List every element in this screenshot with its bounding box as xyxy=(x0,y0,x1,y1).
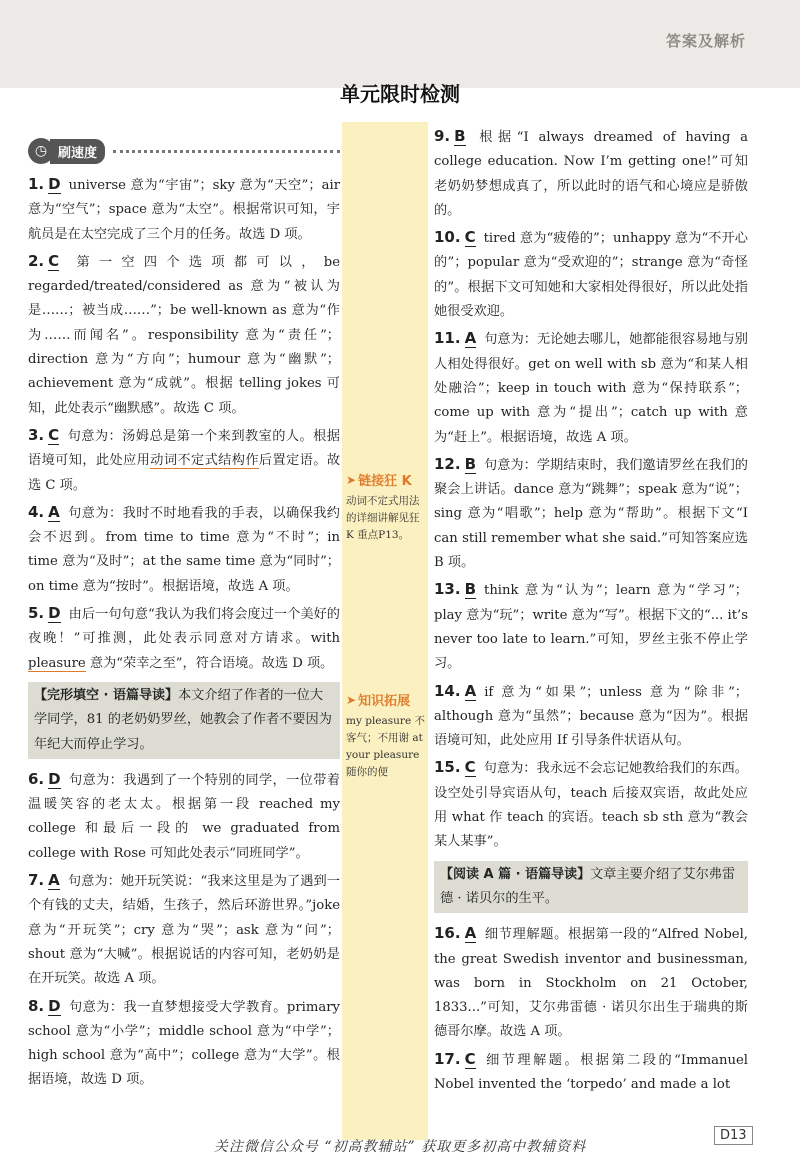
item-number: 4. xyxy=(28,502,45,521)
item-answer: A xyxy=(48,871,60,890)
side-note-body: my pleasure 不客气；不用谢 at your pleasure 随你的便 xyxy=(346,715,426,778)
answer-item-10 xyxy=(434,225,748,324)
item-text: 句意为：我一直梦想接受大学教育。primary school 意为“小学”；middle school 意为“中学”；high school 意为“高中”；college 意为“大学”。根据语境，故选 D 项。 xyxy=(28,999,340,1088)
item-answer: C xyxy=(48,251,60,270)
side-note-title: 知识拓展 xyxy=(358,694,411,709)
right-column xyxy=(434,124,748,1099)
side-note-extension xyxy=(346,690,426,781)
item-text: 细节理解题。根据第二段的“Immanuel Nobel invented the ‘torpedo’ and made a lot xyxy=(434,1052,748,1092)
item-number: 8. xyxy=(28,996,45,1015)
item-answer: D xyxy=(48,769,61,788)
answer-item-15 xyxy=(434,755,748,854)
answer-item-12 xyxy=(434,452,748,575)
arrow-icon: ➤ xyxy=(346,472,357,487)
item-answer: B xyxy=(454,127,466,145)
item-number: 12. xyxy=(434,454,461,473)
highlighted-text: 动词不定式结构作 xyxy=(150,453,259,469)
item-text: 细节理解题。根据第一段的“Alfred Nobel, the great Swedish inventor and businessman, was born in Stockholm on 21 October, 1833...”可知，艾尔弗雷德 · 诺贝尔出生于瑞典的斯德哥尔摩。故选 A 项。 xyxy=(434,927,748,1040)
guide-tag: 【阅读 A 篇 · 语篇导读】 xyxy=(440,866,591,882)
answer-item-16 xyxy=(434,921,748,1044)
item-answer: A xyxy=(464,329,477,348)
answer-item-13 xyxy=(434,577,748,676)
item-number: 7. xyxy=(28,871,45,890)
item-text: think 意为“认为”；learn 意为“学习”；play 意为“玩”；write 意为“写”。根据下文的“... it’s never too late to learn.”可知，罗丝主张不停止学习。 xyxy=(434,583,748,672)
item-number: 3. xyxy=(28,425,45,444)
side-note-link xyxy=(346,470,426,544)
section-label: 答案及解析 xyxy=(665,32,746,50)
side-note-title: 链接狂 K xyxy=(358,474,412,489)
item-number: 5. xyxy=(28,604,45,623)
item-answer: C xyxy=(48,425,60,444)
guide-text: 文章主要介绍了艾尔弗雷德 · 诺贝尔的生平。 xyxy=(440,866,736,906)
footer-note: 关注微信公众号 “初高教辅站” 获取更多初高中教辅资料 xyxy=(213,1139,587,1155)
item-text: 句意为：无论她去哪儿，她都能很容易地与别人相处得很好。get on well with sb 意为“和某人相处融洽”；keep in touch with 意为“保持联系”；come up with 意为“提出”；catch up with 意为“赶上”。根据语境，故选 A 项。 xyxy=(434,332,748,445)
item-text: tired 意为“疲倦的”；unhappy 意为“不开心的”；popular 意为“受欢迎的”；strange 意为“奇怪的”。根据下文可知她和大家相处得很好，所以此处指她很受欢迎。 xyxy=(434,231,748,320)
guide-tag: 【完形填空 · 语篇导读】 xyxy=(34,687,178,703)
item-number: 11. xyxy=(434,329,461,348)
item-text: 意为“荣幸之至”，符合语境。故选 D 项。 xyxy=(85,655,334,671)
item-text: 句意为：我时不时地看我的手表，以确保我约会不迟到。from time to time 意为“不时”；in time 意为“及时”；at the same time 意为“同时”；on time 意为“按时”。根据语境，故选 A 项。 xyxy=(28,505,340,594)
item-answer: A xyxy=(464,681,477,700)
item-number: 13. xyxy=(434,580,461,599)
answer-item-5 xyxy=(28,601,340,676)
answer-item-11 xyxy=(434,326,748,449)
item-answer: C xyxy=(464,228,476,247)
answer-item-17 xyxy=(434,1047,748,1098)
item-text: 句意为：学期结束时，我们邀请罗丝在我们的聚会上讲话。dance 意为“跳舞”；speak 意为“说”；sing 意为“唱歌”；help 意为“帮助”。根据下文“I can still remember what she said.”可知答案应选 B 项。 xyxy=(434,457,748,571)
item-text: if 意为“如果”；unless 意为“除非”；although 意为“虽然”；because 意为“因为”。根据语境可知，此处应用 If 引导条件状语从句。 xyxy=(434,684,748,749)
left-column xyxy=(28,136,340,1095)
item-number: 9. xyxy=(434,127,451,145)
item-answer: B xyxy=(464,580,477,599)
side-note-head xyxy=(346,470,426,489)
answer-item-4 xyxy=(28,500,340,599)
answer-item-9 xyxy=(434,124,748,223)
item-answer: D xyxy=(48,175,61,193)
item-answer: D xyxy=(48,604,61,623)
answer-item-1 xyxy=(28,172,340,247)
item-number: 15. xyxy=(434,758,461,777)
answer-item-14 xyxy=(434,679,748,754)
item-text: 后置定语。故选 C 项。 xyxy=(28,453,341,493)
item-answer: C xyxy=(464,758,476,777)
speed-badge xyxy=(28,136,340,166)
badge-label: 刷速度 xyxy=(50,139,105,164)
guide-text: 本文介绍了作者的一位大学同学，81 的老奶奶罗丝，她教会了作者不要因为年纪大而停止学习。 xyxy=(34,687,332,752)
page-title: 单元限时检测 xyxy=(340,82,460,106)
item-number: 17. xyxy=(434,1049,461,1068)
item-answer: A xyxy=(48,502,60,521)
answer-item-6 xyxy=(28,767,340,866)
item-text: 第一空四个选项都可以，be regarded/treated/considered as 意为“被认为是……；被当成……”；be well-known as 意为“作为……而闻名”。responsibility 意为“责任”；direction 意为“方向”；humour 意为“幽默”；achievement 意为“成就”。根据 telling jokes 可知，此处表示“幽默感”。故选 C 项。 xyxy=(28,254,340,416)
margin-strip xyxy=(342,122,428,1140)
reading-guide xyxy=(434,861,748,914)
answer-item-7 xyxy=(28,868,340,991)
item-text: 句意为：汤姆总是第一个来到教室的人。根据语境可知，此处应用 xyxy=(28,428,340,469)
item-answer: A xyxy=(464,924,477,943)
answer-item-3 xyxy=(28,423,340,498)
item-text: 句意为：她开玩笑说：“我来这里是为了遇到一个有钱的丈夫，结婚，生孩子，然后环游世界。”joke 意为“开玩笑”；cry 意为“哭”；ask 意为“问”；shout 意为“大喊”。根据说话的内容可知，老奶奶是在开玩笑。故选 A 项。 xyxy=(28,874,340,987)
side-note-head xyxy=(346,690,426,709)
item-answer: C xyxy=(464,1049,476,1068)
item-number: 14. xyxy=(434,681,461,700)
item-answer: D xyxy=(48,996,61,1015)
page-number: D13 xyxy=(714,1126,753,1145)
item-text: 由后一句句意“我认为我们将会度过一个美好的夜晚！”可推测，此处表示同意对方请求。with xyxy=(28,607,340,647)
side-note-body: 动词不定式用法的详细讲解见狂 K 重点P13。 xyxy=(346,495,420,541)
clock-icon: ◷ xyxy=(28,138,54,164)
highlighted-text: pleasure xyxy=(28,655,86,671)
item-number: 2. xyxy=(28,251,45,270)
divider xyxy=(113,150,340,153)
item-text: 句意为：我永远不会忘记她教给我们的东西。设空处引导宾语从句，teach 后接双宾语，故此处应用 what 作 teach 的宾语。teach sb sth 意为“教会某人某事”。 xyxy=(434,761,748,850)
item-text: 根据“I always dreamed of having a college education. Now I’m getting one!”可知老奶奶梦想成真了，所以此时的语气和心境应是骄傲的。 xyxy=(434,130,748,218)
arrow-icon: ➤ xyxy=(346,692,357,707)
cloze-guide xyxy=(28,682,340,759)
item-text: 句意为：我遇到了一个特别的同学，一位带着温暖笑容的老太太。根据第一段 reached my college 和最后一段的 we graduated from college with Rose 可知此处表示“同班同学”。 xyxy=(28,772,340,861)
item-number: 10. xyxy=(434,228,461,247)
item-number: 16. xyxy=(434,924,461,943)
answer-item-2 xyxy=(28,249,340,421)
item-number: 6. xyxy=(28,769,45,788)
item-text: universe 意为“宇宙”；sky 意为“天空”；air 意为“空气”；space 意为“太空”。根据常识可知，宇航员是在太空完成了三个月的任务。故选 D 项。 xyxy=(28,178,340,242)
item-answer: B xyxy=(464,454,477,473)
answer-item-8 xyxy=(28,994,340,1093)
header-bar xyxy=(0,0,800,88)
item-number: 1. xyxy=(28,175,45,193)
